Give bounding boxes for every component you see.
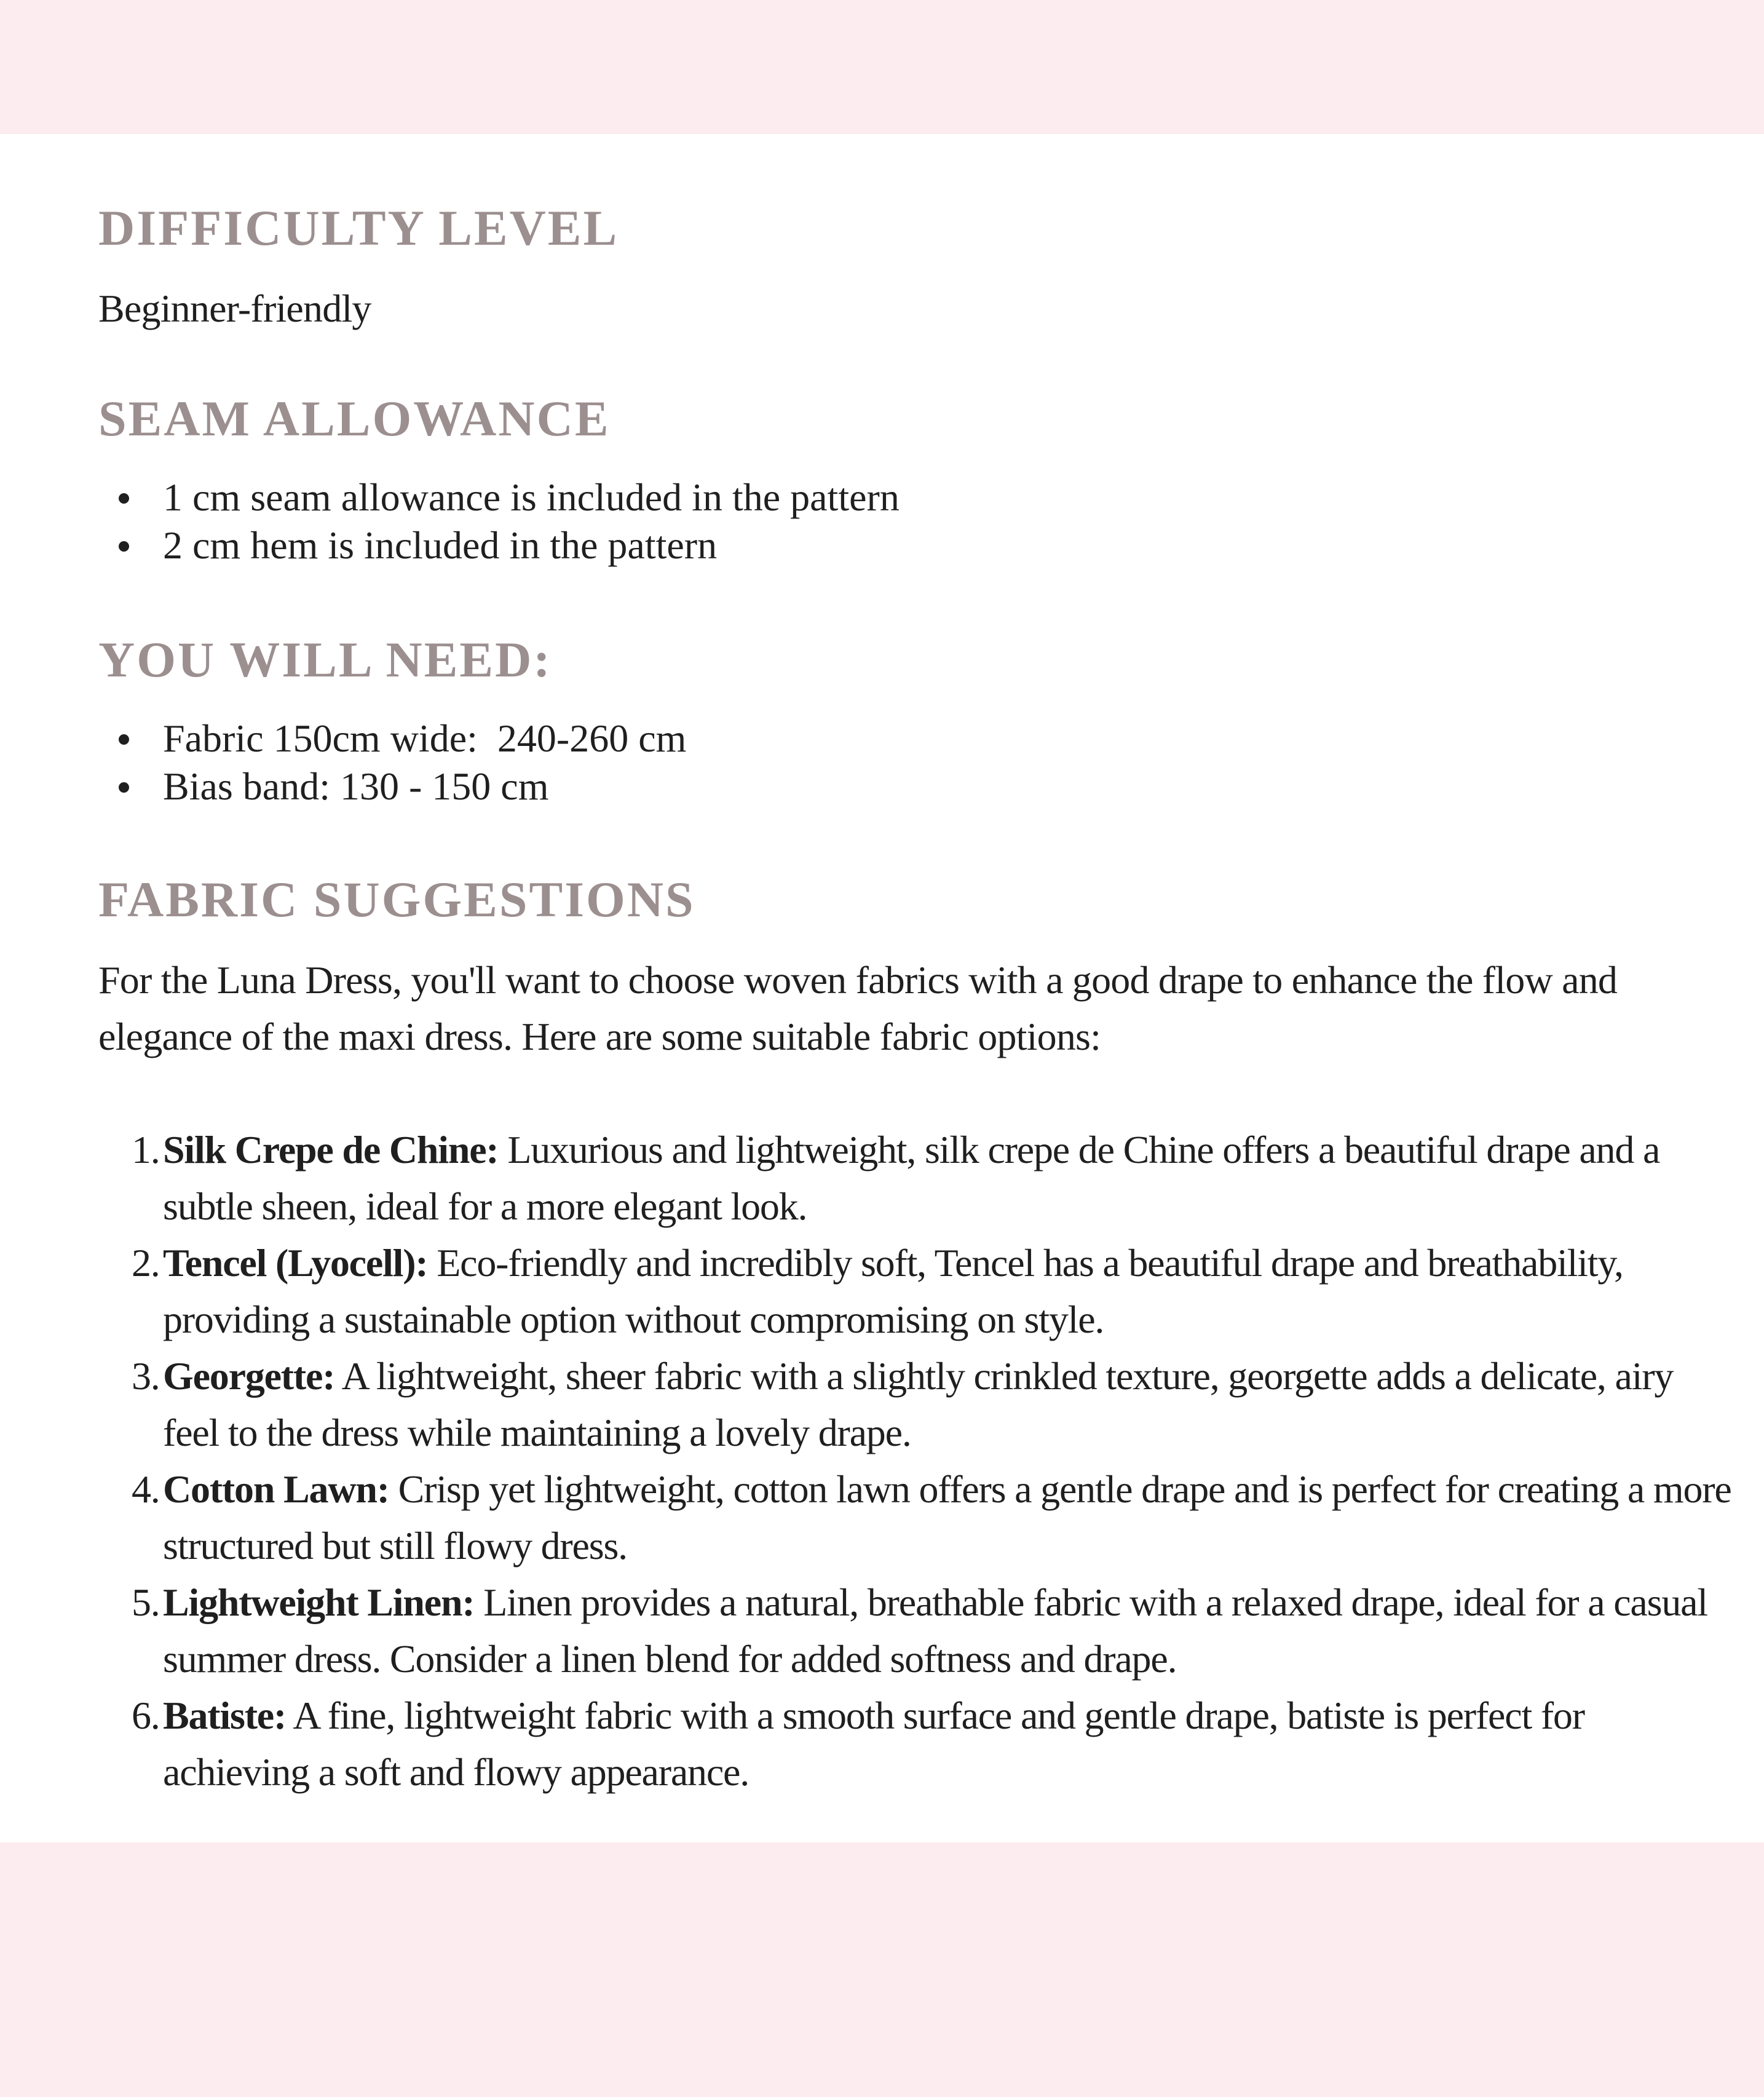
- bullet-icon: [119, 541, 129, 552]
- item-number: 1.: [132, 1128, 160, 1171]
- fabric-option-item: [98, 1574, 1734, 1687]
- seam-allowance-heading: SEAM ALLOWANCE: [98, 390, 611, 446]
- fabric-term: Batiste:: [163, 1694, 287, 1737]
- bullet-icon: [119, 734, 129, 745]
- seam-allowance-list: [98, 474, 900, 569]
- you-will-need-heading: YOU WILL NEED:: [98, 632, 552, 688]
- list-item: [98, 715, 686, 763]
- fabric-description: Linen provides a natural, breathable fabric with a relaxed drape, ideal for a casual summer dress. Consider a linen blend for added softness and drape.: [163, 1580, 1707, 1681]
- item-number: 2.: [132, 1241, 160, 1285]
- difficulty-heading: DIFFICULTY LEVEL: [98, 200, 619, 256]
- bullet-icon: [119, 493, 129, 504]
- list-item: [98, 474, 900, 521]
- content-panel: [0, 134, 1764, 1842]
- fabric-option-item: [98, 1461, 1734, 1574]
- fabric-description: Luxurious and lightweight, silk crepe de Chine offers a beautiful drape and a subtle sheen, ideal for a more elegant look.: [163, 1128, 1660, 1228]
- item-number: 6.: [132, 1694, 160, 1737]
- item-number: 5.: [132, 1580, 160, 1624]
- fabric-term: Tencel (Lyocell):: [163, 1241, 428, 1285]
- fabric-suggestions-intro: For the Luna Dress, you'll want to choose woven fabrics with a good drape to enhance the flow and elegance of the maxi dress. Here are some suitable fabric options:: [98, 958, 1618, 1058]
- fabric-term: Silk Crepe de Chine:: [163, 1128, 499, 1171]
- fabric-option-item: [98, 1687, 1734, 1801]
- fabric-description: Eco-friendly and incredibly soft, Tencel has a beautiful drape and breathability, providing a sustainable option without compromising on style.: [163, 1241, 1623, 1341]
- fabric-option-item: [98, 1348, 1734, 1461]
- fabric-option-item: [98, 1122, 1734, 1235]
- you-will-need-item: Bias band: 130 - 150 cm: [163, 764, 549, 808]
- fabric-term: Georgette:: [163, 1354, 335, 1398]
- you-will-need-item: Fabric 150cm wide: 240-260 cm: [163, 716, 687, 760]
- item-number: 3.: [132, 1354, 160, 1398]
- fabric-description: A fine, lightweight fabric with a smooth surface and gentle drape, batiste is perfect for achieving a soft and flowy appearance.: [163, 1694, 1584, 1794]
- list-item: [98, 521, 900, 569]
- bullet-icon: [119, 782, 129, 793]
- item-number: 4.: [132, 1467, 160, 1511]
- fabric-term: Cotton Lawn:: [163, 1467, 389, 1511]
- fabric-option-item: [98, 1235, 1734, 1348]
- you-will-need-list: [98, 715, 686, 811]
- fabric-suggestions-heading: FABRIC SUGGESTIONS: [98, 871, 695, 927]
- difficulty-value: Beginner-friendly: [98, 287, 371, 330]
- fabric-term: Lightweight Linen:: [163, 1580, 475, 1624]
- seam-allowance-item: 2 cm hem is included in the pattern: [163, 523, 718, 567]
- fabric-description: Crisp yet lightweight, cotton lawn offers a gentle drape and is perfect for creating a more structured but still flowy dress.: [163, 1467, 1731, 1568]
- list-item: [98, 763, 686, 811]
- fabric-options-list: [98, 1122, 1734, 1801]
- fabric-description: A lightweight, sheer fabric with a slightly crinkled texture, georgette adds a delicate, airy feel to the dress while maintaining a lovely drape.: [163, 1354, 1674, 1454]
- seam-allowance-item: 1 cm seam allowance is included in the pattern: [163, 475, 900, 519]
